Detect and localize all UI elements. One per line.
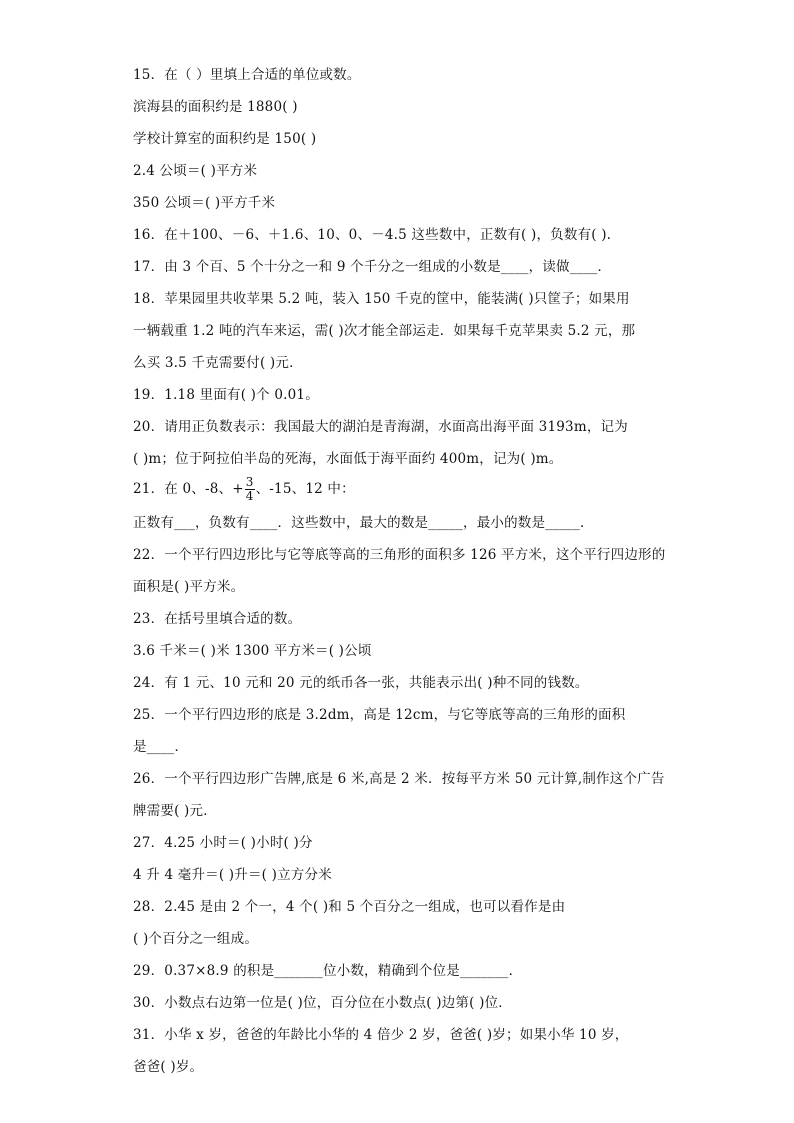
q18-line-3: 么买 3.5 千克需要付( )元． — [133, 355, 303, 371]
q25-line-2: 是____． — [133, 739, 189, 755]
q19-text: 19．1.18 里面有( )个 0.01。 — [133, 387, 319, 403]
q30-text: 30．小数点右边第一位是( )位，百分位在小数点( )边第( )位． — [133, 995, 512, 1011]
q16-text: 16．在＋100、－6、＋1.6、10、0、－4.5 这些数中，正数有( )，负数有( ). — [133, 227, 612, 243]
q31-line-2: 爸爸( )岁。 — [133, 1059, 204, 1075]
q31-line-1: 31．小华 x 岁，爸爸的年龄比小华的 4 倍少 2 岁，爸爸( )岁；如果小华 10 岁， — [133, 1027, 629, 1043]
q21-answer-line: 正数有___，负数有____．这些数中，最大的数是_____，最小的数是_____． — [133, 515, 594, 531]
q15-item-1: 滨海县的面积约是 1880( ) — [133, 99, 298, 115]
q20-line-1: 20．请用正负数表示：我国最大的湖泊是青海湖，水面高出海平面 3193m，记为 — [133, 419, 628, 435]
fraction-denominator: 4 — [245, 489, 254, 503]
q20-line-2: ( )m；位于阿拉伯半岛的死海，水面低于海平面约 400m，记为( )m。 — [133, 451, 563, 467]
q15-item-2: 学校计算室的面积约是 150( ) — [133, 131, 317, 147]
q28-line-2: ( )个百分之一组成。 — [133, 931, 259, 947]
fraction-numerator: 3 — [245, 475, 254, 489]
q27-item-1: 27．4.25 小时＝( )小时( )分 — [133, 835, 313, 851]
fraction-three-quarters — [245, 476, 255, 503]
q26-line-2: 牌需要( )元． — [133, 803, 217, 819]
q22-line-2: 面积是( )平方米。 — [133, 579, 245, 595]
q23-items: 3.6 千米＝( )米 1300 平方米＝( )公顷 — [133, 643, 372, 659]
q25-line-1: 25．一个平行四边形的底是 3.2dm，高是 12cm，与它等底等高的三角形的面积 — [133, 707, 626, 723]
q27-item-2: 4 升 4 毫升＝( )升＝( )立方分米 — [133, 867, 332, 883]
q15-stem: 15．在（ ）里填上合适的单位或数。 — [133, 67, 361, 83]
q18-line-2: 一辆载重 1.2 吨的汽车来运，需( )次才能全部运走．如果每千克苹果卖 5.2 元，那 — [133, 323, 636, 339]
q21-prefix: 21．在 0、-8、+ — [133, 481, 244, 497]
q15-item-3: 2.4 公顷＝( )平方米 — [133, 163, 258, 179]
q18-line-1: 18．苹果园里共收苹果 5.2 吨，装入 150 千克的筐中，能装满( )只筐子；如果用 — [133, 291, 630, 307]
q21-stem — [133, 474, 694, 504]
q23-stem: 23．在括号里填合适的数。 — [133, 611, 302, 627]
q22-line-1: 22．一个平行四边形比与它等底等高的三角形的面积多 126 平方米，这个平行四边形的 — [133, 547, 666, 563]
q26-line-1: 26．一个平行四边形广告牌,底是 6 米,高是 2 米．按每平方米 50 元计算,制作这个广告 — [133, 771, 665, 787]
q17-text: 17．由 3 个百、5 个十分之一和 9 个千分之一组成的小数是____，读做____． — [133, 259, 612, 275]
q29-text: 29．0.37×8.9 的积是_______位小数，精确到个位是_______． — [133, 963, 523, 979]
q21-suffix: 、-15、12 中： — [255, 481, 355, 497]
q15-item-4: 350 公顷＝( )平方千米 — [133, 195, 276, 211]
q28-line-1: 28．2.45 是由 2 个一，4 个( )和 5 个百分之一组成，也可以看作是由 — [133, 899, 566, 915]
q24-text: 24．有 1 元、10 元和 20 元的纸币各一张，共能表示出( )种不同的钱数。 — [133, 675, 589, 691]
